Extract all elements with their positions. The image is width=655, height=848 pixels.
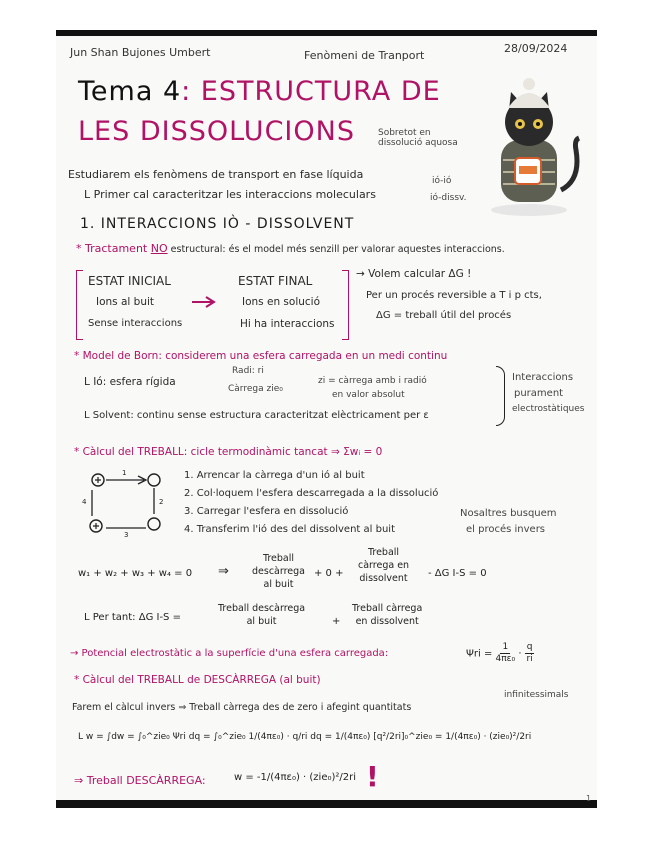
intro-line2: L Primer cal caracteritzar les interaccions moleculars bbox=[84, 188, 376, 201]
note-aquosa: Sobretot en dissolució aquosa bbox=[378, 128, 458, 148]
exclamation-mark: ! bbox=[366, 760, 379, 793]
final-expression: w = -1/(4πε₀) · (zie₀)²/2ri bbox=[234, 772, 357, 783]
date: 28/09/2024 bbox=[504, 42, 568, 55]
state-bracket-right bbox=[342, 270, 349, 340]
integral-expression: L w = ∫dw = ∫₀^zie₀ Ψri dq = ∫₀^zie₀ 1/(4πε₀) · q/ri dq = 1/(4πε₀) [q²/2ri]₀^zie₀ = 1/(4πε₀) · (zie₀)²/2ri bbox=[78, 732, 532, 742]
calcul-treball: * Càlcul del TREBALL: cicle termodinàmic tancat ⇒ Σwᵢ = 0 bbox=[74, 446, 383, 458]
bullet-tractament: * Tractament NO estructural: és el model més senzill per valorar aquestes interaccions. bbox=[76, 242, 505, 255]
step-4: 4. Transferim l'ió des del dissolvent al buit bbox=[184, 524, 395, 535]
final-state-2: Hi ha interaccions bbox=[240, 318, 335, 330]
descarrega-line: Farem el càlcul invers ⇒ Treball càrrega des de zero i afegint quantitats bbox=[72, 702, 412, 713]
volem-calcular: → Volem calcular ΔG ! bbox=[356, 268, 472, 280]
pertant-term-a: Treball descàrrega al buit bbox=[218, 603, 306, 627]
final-state-1: Ions en solució bbox=[242, 296, 321, 308]
potencial-text: → Potencial electrostàtic a la superfície d'una esfera carregada: bbox=[70, 648, 389, 659]
cycle-label-4: 4 bbox=[82, 498, 87, 506]
born-io: L Ió: esfera rígida bbox=[84, 376, 176, 388]
zi-note-2: en valor absolut bbox=[332, 390, 405, 400]
initial-state-2: Sense interaccions bbox=[88, 318, 183, 329]
subject-name: Fenòmeni de Tranport bbox=[304, 49, 425, 62]
page-number: 1 bbox=[586, 794, 592, 803]
born-solvent: L Solvent: continu sense estructura caracteritzat elèctricament per ε bbox=[84, 410, 429, 421]
intro-side2: ió-dissv. bbox=[430, 193, 467, 203]
intro-line1: Estudiarem els fenòmens de transport en fase líquida bbox=[68, 168, 364, 181]
cycle-label-3: 3 bbox=[124, 531, 129, 538]
page-title-line1 bbox=[78, 76, 441, 107]
initial-state-1: Ions al buit bbox=[96, 296, 155, 308]
final-label: ⇒ Treball DESCÀRREGA: bbox=[74, 774, 206, 787]
section-1-title: 1. INTERACCIONS IÒ - DISSOLVENT bbox=[80, 216, 355, 232]
born-radi: Radi: ri bbox=[232, 366, 264, 376]
born-side2: purament bbox=[514, 388, 564, 399]
born-carrega: Càrrega zie₀ bbox=[228, 384, 283, 394]
pertant-label: L Per tant: ΔG I-S = bbox=[84, 612, 181, 623]
pertant-term-b: Treball càrrega en dissolvent bbox=[352, 603, 423, 627]
eq1-lhs: w₁ + w₂ + w₃ + w₄ = 0 bbox=[78, 568, 193, 579]
potencial-formula: Ψri = $\frac{1}{\text{4πε₀}}$ · $\frac{q}{ri}$ bbox=[466, 642, 533, 664]
treball-util: ΔG = treball útil del procés bbox=[376, 310, 512, 321]
step-3: 3. Carregar l'esfera en dissolució bbox=[184, 506, 349, 517]
cycle-label-1: 1 bbox=[122, 469, 127, 477]
step-2: 2. Col·loquem l'esfera descarregada a la dissolució bbox=[184, 488, 439, 499]
zi-note: zi = càrrega amb i radió bbox=[318, 376, 427, 386]
state-bracket-left bbox=[76, 270, 83, 340]
inverse-note-1: Nosaltres busquem bbox=[460, 508, 557, 519]
born-side3: electrostàtiques bbox=[512, 404, 585, 414]
eq1-term2: Treball càrrega en dissolvent bbox=[358, 547, 410, 584]
eq1-rhs: - ΔG I-S = 0 bbox=[428, 568, 487, 579]
inverse-note-2: el procés invers bbox=[466, 524, 546, 535]
infinitessimals-note: infinitessimals bbox=[504, 690, 569, 700]
initial-state-title: ESTAT INICIAL bbox=[88, 274, 171, 288]
brace-right bbox=[496, 366, 505, 426]
title-prefix: Tema 4 bbox=[78, 76, 182, 107]
thermo-cycle-diagram bbox=[80, 468, 170, 538]
title-line1: : ESTRUCTURA DE bbox=[181, 76, 441, 107]
born-model: * Model de Born: considerem una esfera carregada en un medi continu bbox=[74, 350, 448, 362]
intro-side1: ió-ió bbox=[432, 176, 452, 186]
author-name: Jun Shan Bujones Umbert bbox=[70, 46, 211, 59]
pertant-plus: + bbox=[332, 616, 341, 627]
eq1-term1: Treball descàrrega al buit bbox=[252, 553, 306, 590]
notebook-page bbox=[56, 30, 597, 808]
cat-illustration bbox=[481, 70, 581, 220]
born-side1: Interaccions bbox=[512, 372, 574, 383]
eq1-plus0: + 0 + bbox=[314, 568, 344, 579]
cycle-label-2: 2 bbox=[159, 498, 164, 506]
page-title-line2: LES DISSOLUCIONS bbox=[78, 116, 355, 147]
final-state-title: ESTAT FINAL bbox=[238, 274, 313, 288]
arrow-icon bbox=[190, 296, 220, 308]
proces-reversible: Per un procés reversible a T i p cts, bbox=[366, 290, 542, 301]
eq1-arrow: ⇒ bbox=[218, 564, 229, 579]
step-1: 1. Arrencar la càrrega d'un ió al buit bbox=[184, 470, 365, 481]
calcul-descarrega: * Càlcul del TREBALL de DESCÀRREGA (al buit) bbox=[74, 674, 321, 686]
